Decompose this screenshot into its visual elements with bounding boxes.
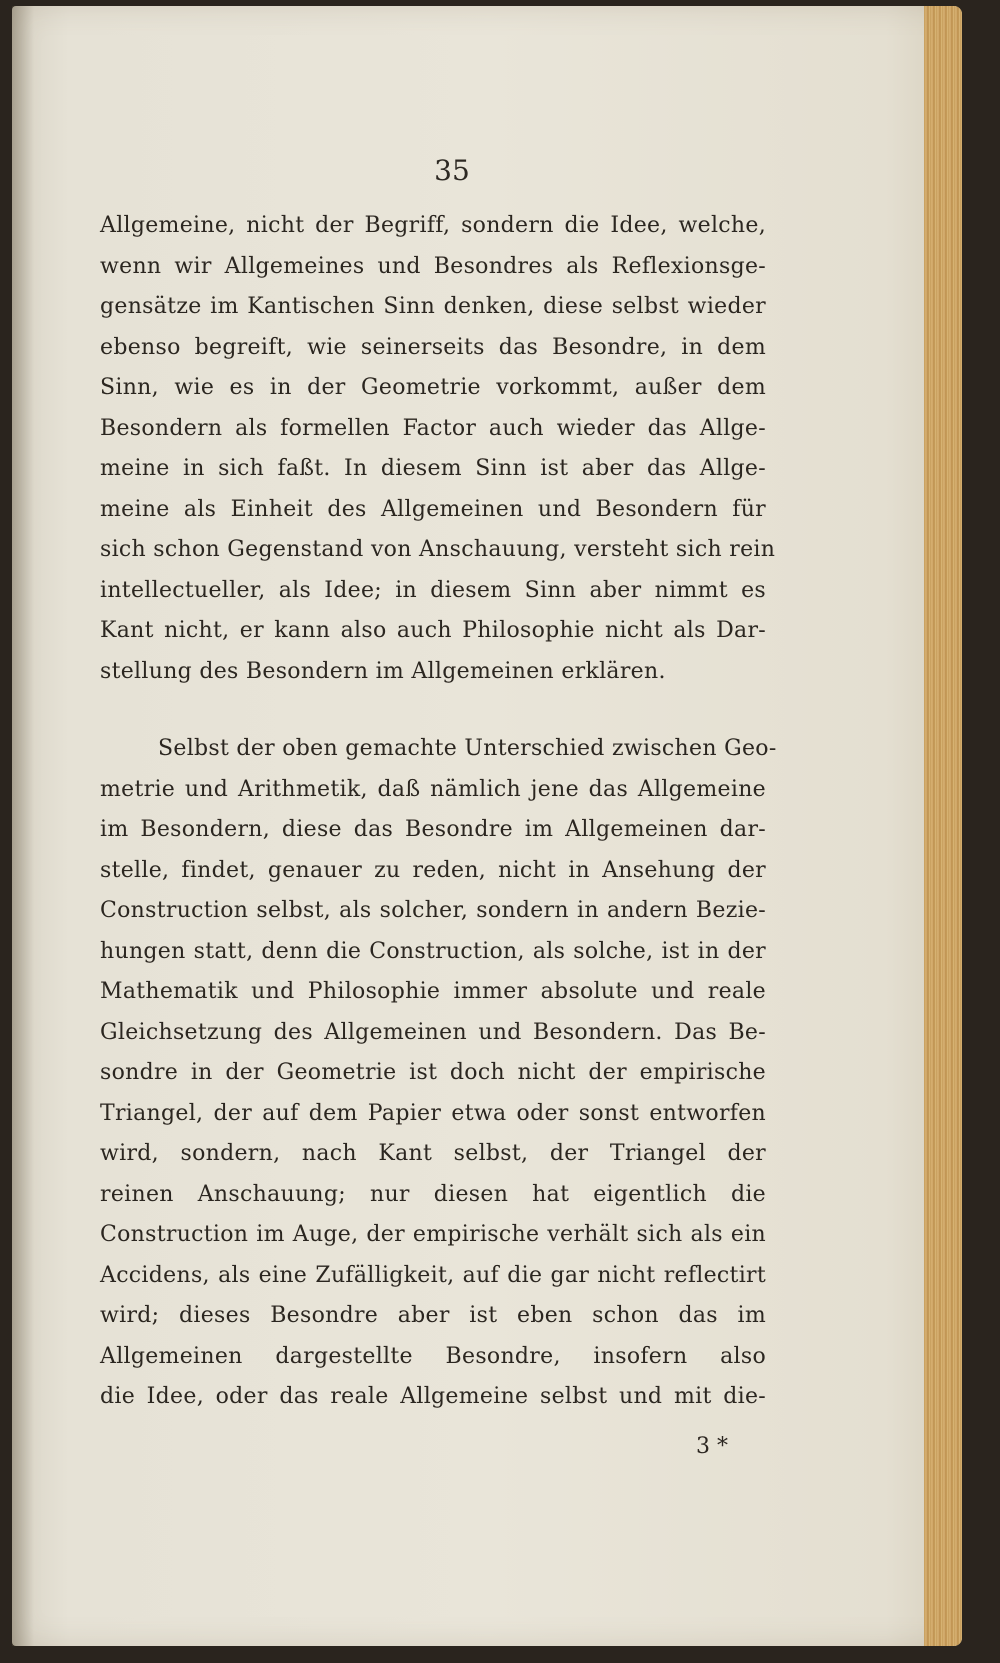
page-number: 35	[434, 154, 470, 187]
text-line: Allgemeine, nicht der Begriff, sondern die Idee, welche,	[100, 213, 766, 238]
text-line: Construction im Auge, der empirische verhält sich als ein	[100, 1222, 766, 1247]
text-line: Mathematik und Philosophie immer absolute und reale	[100, 979, 766, 1004]
text-line: stellung des Besondern im Allgemeinen erklären.	[100, 658, 666, 684]
text-line: wenn wir Allgemeines und Besondres als Reflexionsge-	[100, 253, 766, 279]
page-edge	[924, 6, 962, 1646]
text-line: sich schon Gegenstand von Anschauung, versteht sich rein	[100, 537, 776, 562]
text-line: Besondern als formellen Factor auch wieder das Allge-	[100, 415, 766, 441]
text-line: Triangel, der auf dem Papier etwa oder sonst entworfen	[100, 1100, 766, 1126]
spine-shadow	[12, 6, 34, 1646]
paragraph-2	[100, 729, 777, 1418]
paragraph-1	[100, 206, 776, 692]
text-line: Kant nicht, er kann also auch Philosophie nicht als Dar-	[100, 618, 766, 643]
text-line: stelle, findet, genauer zu reden, nicht in Ansehung der	[100, 857, 766, 883]
text-line: die Idee, oder das reale Allgemeine selbst und mit die-	[100, 1384, 766, 1409]
text-line: reinen Anschauung; nur diesen hat eigentlich die	[100, 1181, 766, 1207]
text-line: ebenso begreift, wie seinerseits das Besondre, in dem	[100, 334, 766, 360]
text-line: gensätze im Kantischen Sinn denken, diese selbst wieder	[100, 294, 766, 319]
text-line: wird; dieses Besondre aber ist eben schon das im	[100, 1303, 766, 1328]
paragraph-gap	[100, 692, 766, 729]
text-line: Selbst der oben gemachte Unterschied zwischen Geo-	[158, 736, 777, 761]
text-line: Construction selbst, als solcher, sondern in andern Bezie-	[100, 898, 766, 923]
text-line: sondre in der Geometrie ist doch nicht der empirische	[100, 1060, 766, 1085]
signature-mark: 3 *	[696, 1434, 728, 1459]
text-line: Accidens, als eine Zufälligkeit, auf die gar nicht reflectirt	[100, 1262, 766, 1288]
text-line: hungen statt, denn die Construction, als solche, ist in der	[100, 938, 766, 964]
paper-sheet	[12, 6, 962, 1646]
text-line: intellectueller, als Idee; in diesem Sinn aber nimmt es	[100, 577, 766, 603]
text-line: im Besondern, diese das Besondre im Allgemeinen dar-	[100, 817, 766, 842]
body-text	[100, 206, 777, 1418]
text-line: meine als Einheit des Allgemeinen und Besondern für	[100, 496, 766, 522]
text-line: Sinn, wie es in der Geometrie vorkommt, außer dem	[100, 375, 766, 400]
text-line: meine in sich faßt. In diesem Sinn ist aber das Allge-	[100, 456, 766, 481]
text-line: Allgemeinen dargestellte Besondre, insofern also	[100, 1343, 766, 1369]
text-line: wird, sondern, nach Kant selbst, der Triangel der	[100, 1141, 766, 1166]
text-line: Gleichsetzung des Allgemeinen und Besondern. Das Be-	[100, 1019, 766, 1045]
text-line: metrie und Arithmetik, daß nämlich jene das Allgemeine	[100, 776, 766, 802]
